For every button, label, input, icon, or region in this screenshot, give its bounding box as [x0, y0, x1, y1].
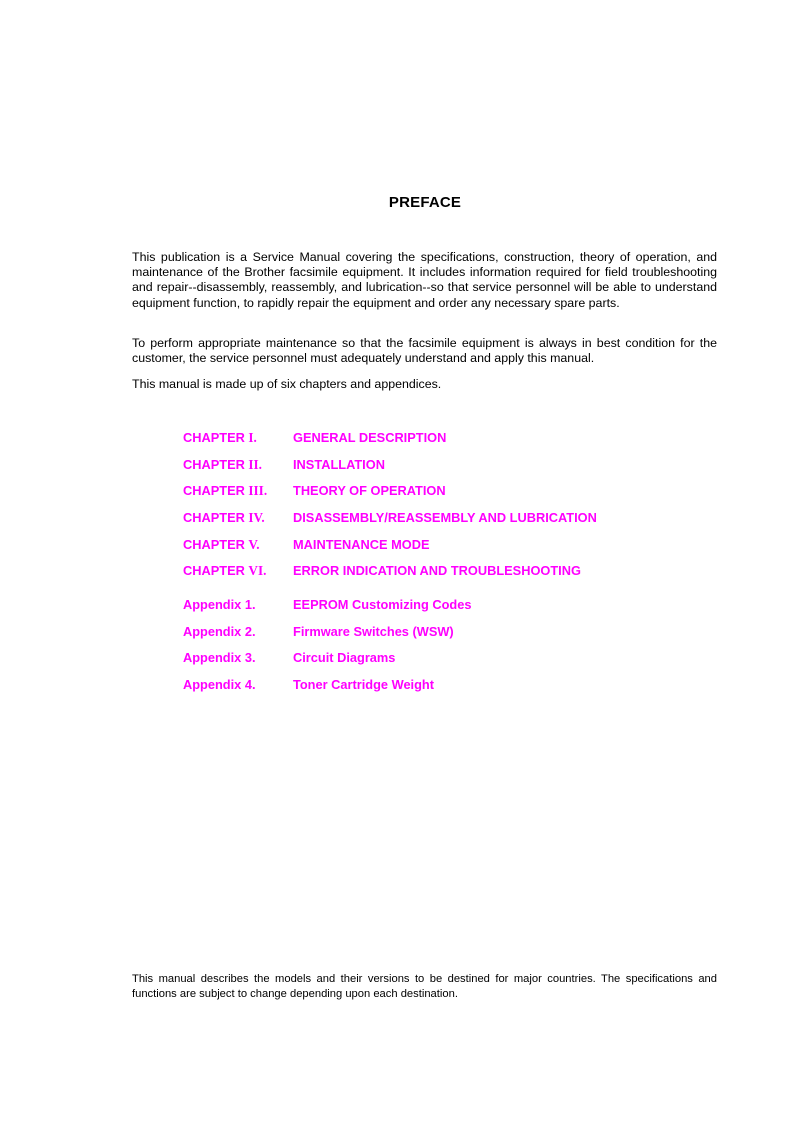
appendix-title: Toner Cartridge Weight	[293, 677, 435, 692]
chapter-title: DISASSEMBLY/REASSEMBLY AND LUBRICATION	[293, 510, 597, 525]
appendix-title: Firmware Switches (WSW)	[293, 624, 454, 639]
chapter-label: CHAPTER VI.	[183, 563, 267, 578]
appendix-label: Appendix 2.	[183, 624, 256, 639]
intro-paragraph: This publication is a Service Manual covering the specifications, construction, theory of operation, and maintenance of the Brother facsimile equipment. It includes information required for field troubleshooting and repair--disassembly, reassembly, and lubrication--so that service personnel will be able to understand equipment function, to rapidly repair the equipment and order any necessary spare parts.	[132, 250, 717, 310]
page-title: PREFACE	[388, 194, 462, 211]
footer-note: This manual describes the models and their versions to be destined for major countries. The specifications and functions are subject to change depending upon each destination.	[132, 973, 717, 1000]
maintenance-paragraph: To perform appropriate maintenance so that the facsimile equipment is always in best condition for the customer, the service personnel must adequately understand and apply this manual.	[132, 336, 717, 366]
chapter-title: ERROR INDICATION AND TROUBLESHOOTING	[293, 563, 581, 578]
appendix-label: Appendix 3.	[183, 650, 256, 665]
chapter-label: CHAPTER III.	[183, 483, 268, 498]
appendix-title: Circuit Diagrams	[293, 650, 396, 665]
chapter-title: THEORY OF OPERATION	[293, 483, 446, 498]
chapter-title: MAINTENANCE MODE	[293, 537, 430, 552]
chapter-label: CHAPTER IV.	[183, 510, 265, 525]
structure-paragraph: This manual is made up of six chapters and appendices.	[132, 377, 442, 391]
chapter-label: CHAPTER V.	[183, 537, 260, 552]
appendix-title: EEPROM Customizing Codes	[293, 597, 472, 612]
chapter-title: INSTALLATION	[293, 457, 385, 472]
chapter-label: CHAPTER II.	[183, 457, 262, 472]
chapter-label: CHAPTER I.	[183, 430, 257, 445]
appendix-label: Appendix 4.	[183, 677, 256, 692]
appendix-label: Appendix 1.	[183, 597, 256, 612]
chapter-title: GENERAL DESCRIPTION	[293, 430, 447, 445]
